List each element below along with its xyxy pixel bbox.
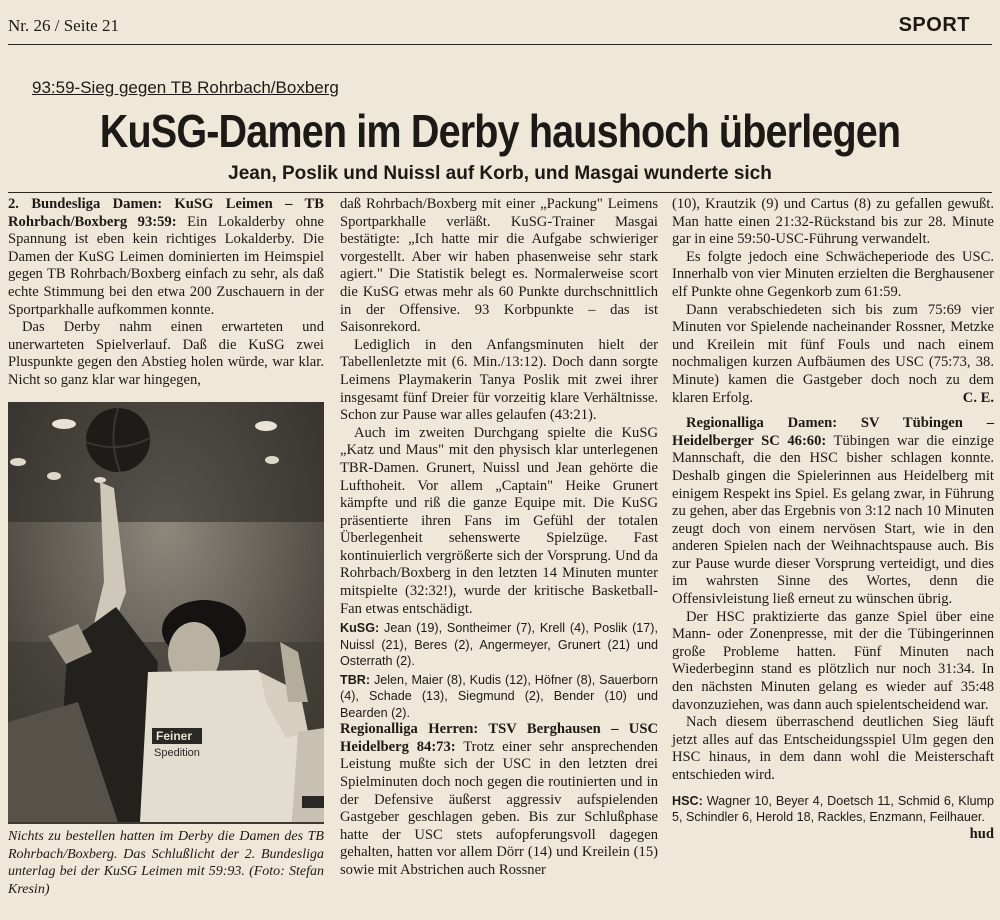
column-1 [8, 196, 324, 390]
svg-text:Feiner: Feiner [156, 729, 193, 743]
lineup-label: TBR: [340, 672, 371, 687]
basketball-photo [8, 402, 324, 824]
paragraph-text: Ein Lokalderby ohne Spannung ist eben kein richtiges Lokalderby. Die Damen der KuSG Leimen dominierten im Heimspiel gegen TB Rohrbach/Boxberg einfach zu sehr, als daß echte Stimmung bei den etwa 200 Zuschauern in der Sportparkhalle aufkommen konnte. [8, 213, 324, 318]
article-headline: KuSG-Damen im Derby haushoch überlegen [99, 105, 901, 157]
paragraph [8, 196, 324, 319]
paragraph [340, 721, 658, 879]
lineup-text: Jelen, Maier (8), Kudis (12), Höfner (8), Sauerborn (4), Schade (13), Siegmund (2), Bender (10) und Bearden (2). [340, 672, 658, 720]
match-heading: Regionalliga Damen: SV Tübingen – Heidelberger SC 46:60: [672, 415, 994, 449]
lineup-label: HSC: [672, 793, 703, 808]
paragraph: Auch im zweiten Durchgang spielte die KuSG „Katz und Maus" mit den physisch klar unterlegenen TBR-Damen. Grunert, Nuissl und Jean gehörte die Lufthoheit. Vor allem „Captain" Heike Grunert kämpfte und riß die ganze Equipe mit. Die KuSG präsentierte ihren Fans im Gefühl der totalen Überlegenheit sehenswerte Spielzüge. Fast kontinuierlich vergrößerte sich der Vorsprung. Und da Rohrbach/Boxberg in den letzten 14 Minuten munter mitspielte (32:32!), wurde der kritische Basketball-Fan etwas entschädigt. [340, 424, 658, 617]
headline-rule [8, 192, 992, 193]
page-header [8, 0, 992, 45]
lineup-label: KuSG: [340, 621, 380, 636]
paragraph: Das Derby nahm einen erwarteten und unerwarteten Spielverlauf. Daß die KuSG zwei Pluspunkte gegen den Abstieg holen würde, war klar. Nicht so ganz klar war hingegen, [8, 319, 324, 388]
photo-caption: Nichts zu bestellen hatten im Derby die Damen des TB Rohrbach/Boxberg. Das Schlußlicht der 2. Bundesliga unterlag bei der KuSG Leimen mit 59:93. (Foto: Stefan Kresin) [8, 829, 324, 897]
photo-illustration [8, 402, 324, 824]
paragraph-text: Tübingen war die einzige Mannschaft, die den HSC bisher schlagen konnte. Deshalb gingen die Spielerinnen aus Heidelberg mit einigem Respekt ins Spiel. Es gelang zwar, in Führung zu gehen, aber das Ergebnis von 3:12 nach 10 Minuten zeugt doch von einem nervösen Start, wie in den anderen Spielen nach der Weihnachtspause auch. Bis zur Pause wurde dieser Vorsprung verteidigt, und dies im wahrsten Sinne des Wortes, denn die Offensivleistung ließ erneut zu wünschen übrig. [672, 432, 994, 608]
paragraph: Dann verabschiedeten sich bis zum 75:69 vier Minuten vor Spielende nacheinander Rossner, Metzke und Kreilein mit fünf Fouls und nach einem nochmaligen kurzen Aufbäumen des USC (75:73, 38. Minute) kamen die Gastgeber doch noch zu dem klaren Erfolg. [672, 301, 994, 406]
article-kicker: 93:59-Sieg gegen TB Rohrbach/Boxberg [32, 78, 339, 97]
article-subhead: Jean, Poslik und Nuissl auf Korb, und Masgai wunderte sich [228, 163, 772, 184]
match-heading: 2. Bundesliga Damen: KuSG Leimen – TB Rohrbach/Boxberg 93:59: [8, 196, 324, 230]
paragraph: Nach diesem überraschend deutlichen Sieg läuft jetzt alles auf das Entscheidungsspiel Ulm gegen den HSC hinaus, in dem dann wohl die Meisterschaft entschieden wird. [672, 714, 994, 783]
lineup-text: Wagner 10, Beyer 4, Doetsch 11, Schmid 6, Klump 5, Schindler 6, Herold 18, Rackles, Enzmann, Feilhauer. [672, 793, 994, 825]
svg-text:Spedition: Spedition [154, 747, 200, 759]
column-3 [672, 196, 994, 843]
lineup-kusg [340, 620, 658, 670]
paragraph-text: Trotz einer sehr ansprechenden Leistung mußte sich der USC in den letzten drei Spielminuten doch noch gegen die routinierten und in der Defensive äußerst aggressiv aufspielenden Gastgeber geschlagen geben. Bis zur Schlußphase hatte der USC stets aufopferungsvoll dagegen gehalten, hatten vor allem Dörr (14) und Kreilein (15) sowie mit Abstrichen auch Rossner [340, 738, 658, 878]
issue-page-number: Nr. 26 / Seite 21 [8, 16, 119, 35]
paragraph: (10), Krautzik (9) und Cartus (8) zu gefallen gewußt. Man hatte einen 21:32-Rückstand bis zur 28. Minute gar in eine 59:50-USC-Führung verwandelt. [672, 196, 994, 248]
paragraph: Es folgte jedoch eine Schwächeperiode des USC. Innerhalb von vier Minuten erzielten die Berghausener elf Punkte ohne Gegenkorb zum 61:59. [672, 248, 994, 300]
basketball-icon [86, 408, 150, 472]
paragraph: daß Rohrbach/Boxberg mit einer „Packung" Leimens Sportparkhalle verläßt. KuSG-Trainer Masgai bestätigte: „Ich hatte mir die Aufgabe schwieriger vorgestellt. Aber wir haben phasenweise sehr stark agiert." Die Statistik belegt es. Normalerweise scort die KuSG etwas mehr als 60 Punkte durchschnittlich in der Offensive. 93 Korbpunkte – das ist Saisonrekord. [340, 196, 658, 336]
column-2 [340, 196, 658, 880]
match-heading: Regionalliga Herren: TSV Berghausen – USC Heidelberg 84:73: [340, 721, 658, 755]
author-signature: hud [969, 825, 994, 842]
lineup-hsc [672, 793, 994, 826]
paragraph: Lediglich in den Anfangsminuten hielt der Tabellenletzte mit (6. Min./13:12). Doch dann sorgte Leimens Playmakerin Tanya Poslik mit zwei ihrer insgesamt fünf Dreier für vorzeitig klare Verhältnisse. Schon zur Pause war alles gelaufen (43:21). [340, 336, 658, 424]
lineup-tbr [340, 672, 658, 722]
paragraph [672, 415, 994, 609]
section-title: SPORT [898, 14, 970, 36]
lineup-text: Jean (19), Sontheimer (7), Krell (4), Poslik (17), Nuissl (21), Beres (2), Angermeyer, Grunert (21) und Osterrath (2). [340, 621, 658, 669]
paragraph: Der HSC praktizierte das ganze Spiel über eine Mann- oder Zonenpresse, mit der die Tübingerinnen große Probleme hatten. Fünf Minuten nach Wiederbeginn stand es plötzlich nur noch 31:34. In den nächsten Minuten gelang es wieder auf 35:48 davonzuziehen, was dann auch spielentscheidend war. [672, 608, 994, 713]
author-signature: C. E. [962, 389, 994, 406]
